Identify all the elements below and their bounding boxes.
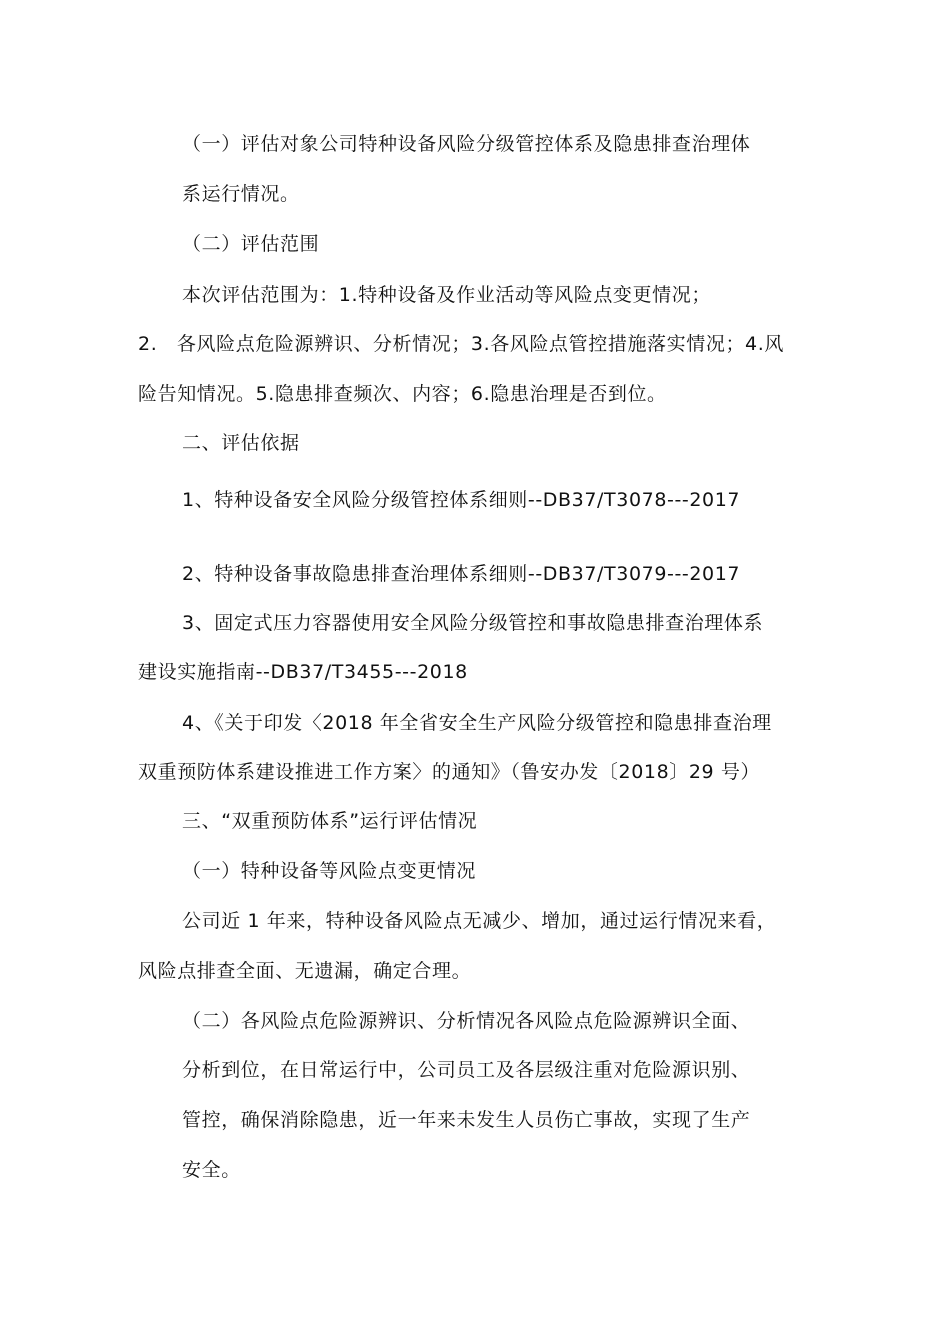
scope-text-line-1: 本次评估范围为：1.特种设备及作业活动等风险点变更情况；: [182, 284, 711, 306]
scope-text-line-2: 2. 各风险点危险源辨识、分析情况；3.各风险点管控措施落实情况；4.风: [138, 333, 784, 355]
basis-item-3-line-2: 建设实施指南--DB37/T3455---2018: [138, 661, 468, 683]
hazard-analysis-line-4: 安全。: [182, 1159, 241, 1181]
hazard-analysis-line-3: 管控，确保消除隐患，近一年来未发生人员伤亡事故，实现了生产: [182, 1109, 751, 1131]
risk-point-text-line-1: 公司近 1 年来，特种设备风险点无减少、增加，通过运行情况来看，: [182, 910, 777, 932]
section-heading-evaluation: 三、“双重预防体系”运行评估情况: [182, 810, 478, 832]
basis-item-2: 2、特种设备事故隐患排查治理体系细则--DB37/T3079---2017: [182, 563, 741, 585]
subheading-risk-point-changes: （一）特种设备等风险点变更情况: [182, 860, 477, 882]
hazard-analysis-line-2: 分析到位，在日常运行中，公司员工及各层级注重对危险源识别、: [182, 1059, 751, 1081]
scope-object-line-1: （一）评估对象公司特种设备风险分级管控体系及隐患排查治理体: [182, 133, 751, 155]
basis-item-3-line-1: 3、固定式压力容器使用安全风险分级管控和事故隐患排查治理体系: [182, 612, 764, 634]
basis-item-4-line-2: 双重预防体系建设推进工作方案〉的通知》（鲁安办发〔2018〕29 号）: [138, 761, 761, 783]
basis-item-4-line-1: 4、《关于印发〈2018 年全省安全生产风险分级管控和隐患排查治理: [182, 712, 772, 734]
hazard-analysis-line-1: （二）各风险点危险源辨识、分析情况各风险点危险源辨识全面、: [182, 1010, 751, 1032]
scope-text-line-3: 险告知情况。5.隐患排查频次、内容；6.隐患治理是否到位。: [138, 383, 667, 405]
basis-item-1: 1、特种设备安全风险分级管控体系细则--DB37/T3078---2017: [182, 489, 741, 511]
scope-object-line-2: 系运行情况。: [182, 183, 300, 205]
section-heading-scope: （二）评估范围: [182, 233, 320, 255]
section-heading-basis: 二、评估依据: [182, 432, 300, 454]
risk-point-text-line-2: 风险点排查全面、无遗漏，确定合理。: [138, 960, 472, 982]
